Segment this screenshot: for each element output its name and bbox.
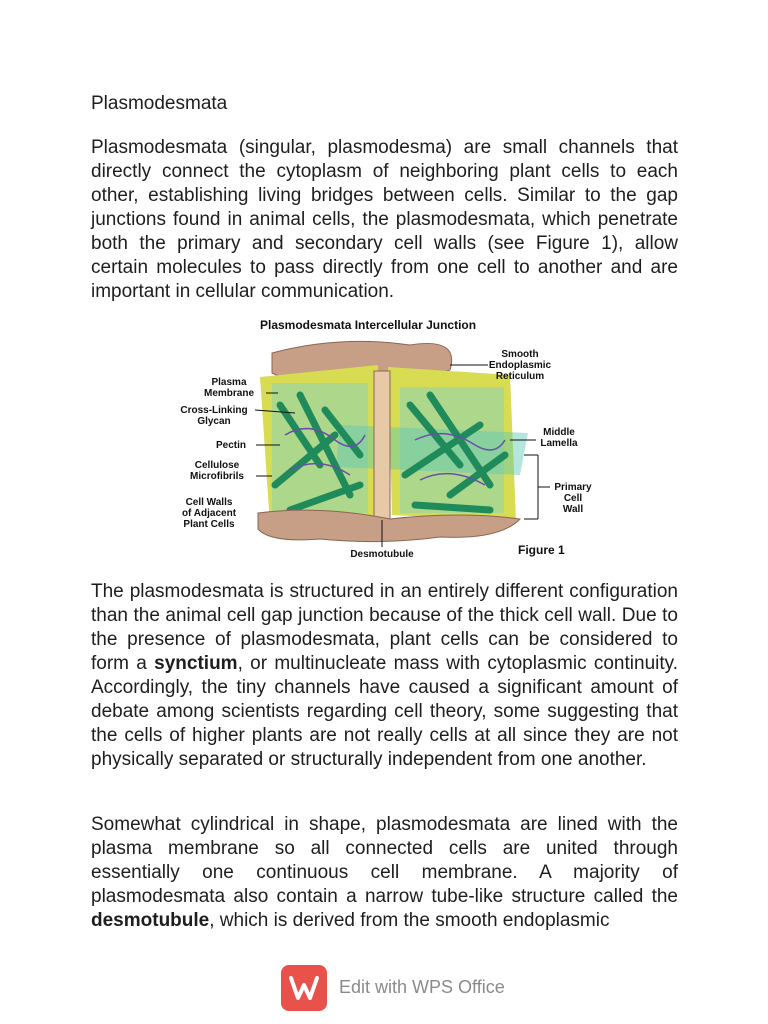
label-plasma-membrane: Plasma Membrane — [203, 377, 254, 399]
paragraph-shape-text-a: Somewhat cylindrical in shape, plasmodesmata are lined with the plasma membrane so all connected cells are united through essentially one continuous cell membrane. A majority of plasmodesmata also contain a narrow tube-like structure called the — [91, 814, 678, 907]
wps-office-logo-icon[interactable] — [281, 965, 327, 1011]
paragraph-structure-text-b: , or multinucleate mass with cytoplasmic continuity. Accordingly, the tiny channels have caused a significant amount of debate among scientists regarding cell theory, some suggesting that the cells of higher plants are not really cells at all since they are not physically separated or structurally independent from one another. — [91, 653, 678, 770]
label-desmotubule: Desmotubule — [350, 549, 414, 560]
section-heading: Plasmodesmata — [91, 93, 228, 114]
label-smooth-er: Smooth Endoplasmic Reticulum — [488, 349, 552, 382]
paragraph-shape-text-b: , which is derived from the smooth endoplasmic — [209, 910, 610, 931]
figure-title: Plasmodesmata Intercellular Junction — [260, 318, 477, 332]
edit-with-wps-link[interactable]: Edit with WPS Office — [339, 977, 505, 997]
paragraph-structure — [91, 580, 678, 772]
figure-plasmodesmata — [160, 315, 608, 565]
paragraph-intro: Plasmodesmata (singular, plasmodesma) are small channels that directly connect the cytoplasm of neighboring plant cells to each other, establishing living bridges between cells. Similar to the gap junctions found in animal cells, the plasmodesmata, which penetrate both the primary and secondary cell walls (see Figure 1), allow certain molecules to pass directly from one cell to another and are important in cellular communication. — [91, 137, 678, 302]
term-synctium: synctium — [154, 653, 238, 674]
desmotubule-channel — [374, 371, 390, 519]
label-pectin: Pectin — [215, 440, 246, 451]
label-cellulose-microfibrils: Cellulose Microfibrils — [190, 460, 244, 482]
label-middle-lamella: Middle Lamella — [540, 427, 578, 449]
label-primary-cell-wall: Primary Cell Wall — [554, 482, 592, 515]
figure-caption: Figure 1 — [518, 543, 565, 557]
paragraph-shape — [91, 813, 678, 933]
wps-footer[interactable] — [281, 965, 521, 1013]
label-cross-linking-glycan: Cross-Linking Glycan — [180, 405, 248, 427]
paragraph-structure-text-a: The plasmodesmata is structured in an entirely different configuration than the animal cell gap junction because of the thick cell wall. Due to the presence of plasmodesmata, plant cells can be considered to form a — [91, 581, 678, 674]
label-cell-walls: Cell Walls of Adjacent Plant Cells — [181, 497, 237, 530]
term-desmotubule: desmotubule — [91, 910, 210, 931]
